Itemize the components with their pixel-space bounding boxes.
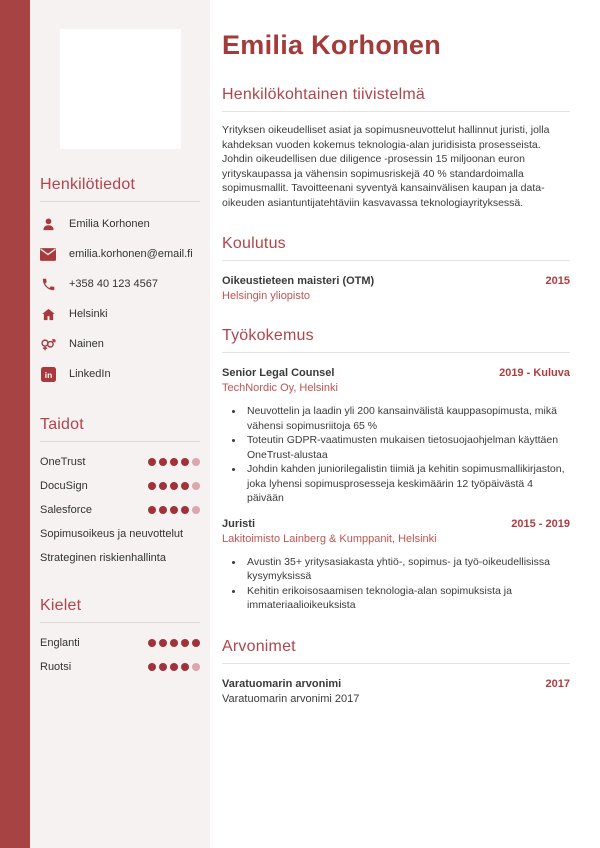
divider: [222, 663, 570, 664]
honorary-title: Varatuomarin arvonimi: [222, 677, 342, 690]
experience-entry: [222, 367, 570, 506]
summary-text: Yrityksen oikeudelliset asiat ja sopimusneuvottelut hallinnut juristi, jolla kahdeksan vuoden kokemus teknologia-alan juridisista prosesseista. Johdin oikeudellisen due diligence -prosessin 15 miljoonan euron yrityskaupassa ja vähensin sopimusriskejä 40 % standardoimalla sopimusmallit. Tavoitteenani syventyä kansainvälisen kaupan ja data-oikeuden asiantuntijatehtäviin kasvavassa teknologiayrityksessä.: [222, 124, 550, 209]
skill-row: [40, 474, 200, 498]
contact-text: LinkedIn: [69, 368, 111, 380]
skills-list: [40, 450, 200, 570]
language-row: [40, 655, 200, 679]
education-section-heading: Koulutus: [222, 235, 286, 252]
language-name: Ruotsi: [40, 661, 72, 673]
job-bullets: [222, 404, 570, 506]
contact-section-heading: Henkilötiedot: [40, 176, 136, 193]
job-company: Lakitoimisto Lainberg & Kumppanit, Helsinki: [222, 532, 437, 545]
sidebar: [30, 0, 210, 848]
honorary-title-description: Varatuomarin arvonimi 2017: [222, 692, 360, 705]
job-bullet: • Avustin 35+ yritysasiakasta yhtiö-, sopimus- ja työ-oikeudellisissa kysymyksissä: [244, 555, 570, 584]
contact-text: emilia.korhonen@email.fi: [69, 248, 193, 260]
skills-section-heading: Taidot: [40, 416, 84, 433]
languages-section-heading: Kielet: [40, 597, 82, 614]
job-bullet: • Kehitin erikoisosaamisen teknologia-alan sopimuksista ja immateriaalioikeuksista: [244, 584, 570, 613]
experience-entry: [222, 518, 570, 613]
job-bullet: • Johdin kahden juniorilegalistin tiimiä ja kehitin sopimusmallikirjaston, joka lyhensi sopimusprosesseja keskimäärin 12 työpäivästä 4 päivään: [244, 462, 570, 506]
education-school: Helsingin yliopisto: [222, 290, 311, 302]
person-icon: [40, 216, 56, 232]
skill-name: Sopimusoikeus ja neuvottelut: [40, 528, 184, 540]
skill-row: [40, 450, 200, 474]
skill-name: OneTrust: [40, 456, 86, 468]
divider: [40, 441, 200, 442]
education-entry: [222, 275, 570, 302]
contact-item-phone: [40, 269, 200, 299]
job-title: Senior Legal Counsel: [222, 367, 335, 379]
job-date: 2019 - Kuluva: [499, 367, 570, 379]
page-title: Emilia Korhonen: [222, 30, 442, 60]
job-title: Juristi: [222, 517, 256, 530]
svg-text:in: in: [44, 369, 52, 380]
gender-icon: [40, 336, 56, 352]
contact-item-name: [40, 209, 200, 239]
experience-section-heading: Työkokemus: [222, 327, 314, 344]
title-entry: [222, 678, 570, 705]
divider: [222, 260, 570, 261]
linkedin-icon: [40, 366, 56, 382]
job-company: TechNordic Oy, Helsinki: [222, 382, 338, 394]
contact-list: [40, 209, 200, 389]
summary-section-heading: Henkilökohtainen tiivistelmä: [222, 86, 426, 103]
education-date: 2015: [545, 275, 570, 287]
contact-text: Nainen: [69, 338, 104, 350]
contact-text: Helsinki: [69, 308, 108, 320]
accent-stripe: [0, 0, 30, 848]
contact-item-linkedin: [40, 359, 200, 389]
email-icon: [40, 246, 56, 262]
skill-rating-dots: [148, 506, 200, 514]
contact-item-city: [40, 299, 200, 329]
divider: [40, 622, 200, 623]
skill-name: DocuSign: [40, 480, 88, 492]
job-bullets: [222, 555, 570, 613]
job-date: 2015 - 2019: [511, 517, 570, 530]
photo-placeholder: [60, 29, 181, 149]
titles-section-heading: Arvonimet: [222, 637, 296, 655]
skill-rating-dots: [148, 458, 200, 466]
skill-name: Salesforce: [40, 504, 92, 516]
languages-list: [40, 631, 200, 679]
job-bullet: • Toteutin GDPR-vaatimusten mukaisen tietosuojaohjelman käyttäen OneTrust-alustaa: [244, 433, 570, 462]
contact-item-email: [40, 239, 200, 269]
skill-row: [40, 546, 200, 570]
language-rating-dots: [148, 639, 200, 647]
contact-item-gender: [40, 329, 200, 359]
skill-name: Strateginen riskienhallinta: [40, 552, 166, 564]
education-degree: Oikeustieteen maisteri (OTM): [222, 275, 375, 287]
skill-rating-dots: [148, 482, 200, 490]
home-icon: [40, 306, 56, 322]
divider: [40, 201, 200, 202]
main-content: [210, 0, 600, 848]
skill-row: [40, 498, 200, 522]
language-name: Englanti: [40, 637, 80, 649]
divider: [222, 111, 570, 112]
language-rating-dots: [148, 663, 200, 671]
language-row: [40, 631, 200, 655]
phone-icon: [40, 276, 56, 292]
honorary-title-date: 2017: [545, 677, 570, 690]
job-bullet: • Neuvottelin ja laadin yli 200 kansainvälistä kauppasopimusta, mikä vähensi sopimusriitoja 65 %: [244, 404, 570, 433]
skill-row: [40, 522, 200, 546]
contact-text: +358 40 123 4567: [69, 278, 159, 290]
contact-text: Emilia Korhonen: [69, 218, 150, 230]
divider: [222, 352, 570, 353]
